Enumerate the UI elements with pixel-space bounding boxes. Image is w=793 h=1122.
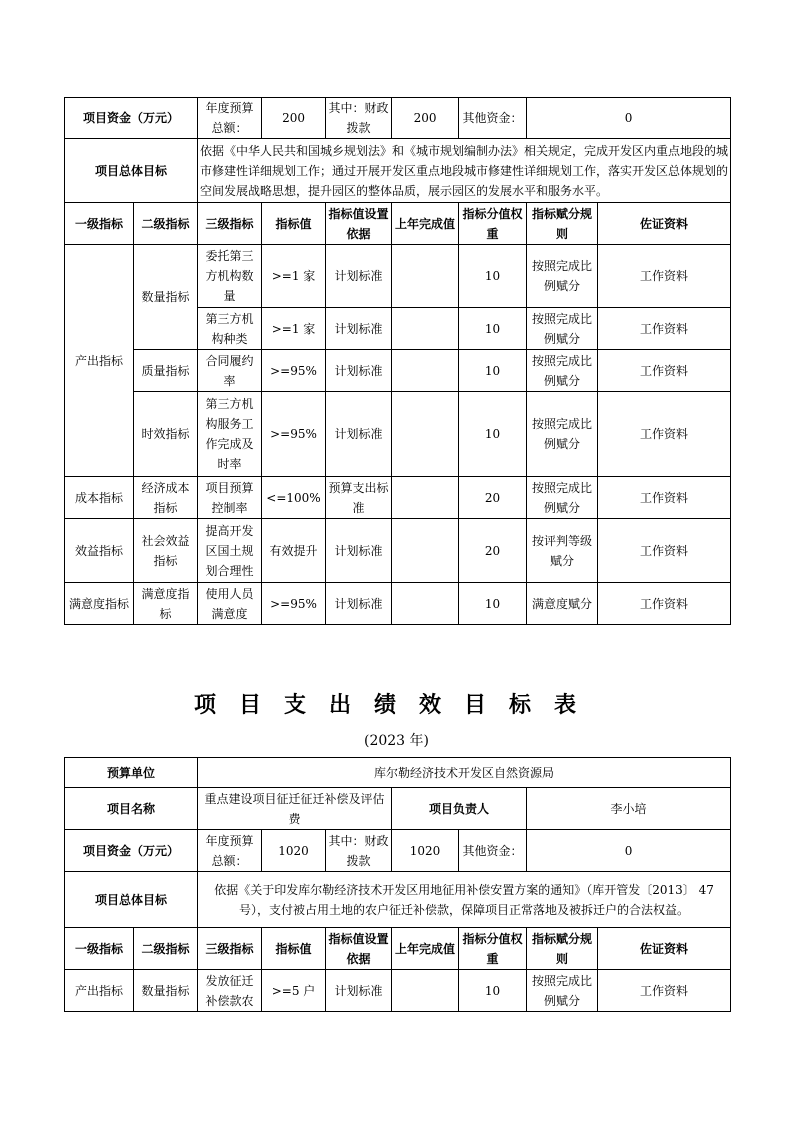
prev-year-cell [392,350,459,392]
header-basis: 指标值设置依据 [326,203,392,245]
table-row [65,392,731,477]
header-level2: 二级指标 [134,203,198,245]
goal-row [65,139,731,203]
level3-cell: 第三方机构服务工作完成及时率 [198,392,262,477]
header-row [65,928,731,970]
header-evidence: 佐证资料 [598,203,731,245]
table-row [65,970,731,1012]
value-cell: 有效提升 [262,519,326,583]
header-basis: 指标值设置依据 [326,928,392,970]
rule-cell: 按照完成比例赋分 [527,392,598,477]
rule-cell: 按照完成比例赋分 [527,308,598,350]
weight-cell: 10 [459,583,527,625]
level1-cell: 效益指标 [65,519,134,583]
fiscal-label: 其中：财政拨款 [326,98,392,139]
header-prev-year: 上年完成值 [392,203,459,245]
fiscal-value: 1020 [392,830,459,872]
evidence-cell: 工作资料 [598,477,731,519]
fiscal-label: 其中：财政拨款 [326,830,392,872]
prev-year-cell [392,392,459,477]
project-name-label: 项目名称 [65,788,198,830]
year-label: (2023 年) [363,733,429,749]
owner-value: 李小培 [527,788,731,830]
prev-year-cell [392,477,459,519]
goal-label: 项目总体目标 [65,872,198,928]
project-name-value: 重点建设项目征迁征迁补偿及评估费 [198,788,392,830]
evidence-cell: 工作资料 [598,245,731,308]
performance-table-1 [64,97,731,625]
annual-budget-value: 200 [262,98,326,139]
level2-cell: 时效指标 [134,392,198,477]
level2-cell: 数量指标 [134,245,198,350]
evidence-cell: 工作资料 [598,970,731,1012]
level2-cell: 经济成本指标 [134,477,198,519]
evidence-cell: 工作资料 [598,350,731,392]
funds-row [65,98,731,139]
other-funds-label: 其他资金： [459,830,527,872]
weight-cell: 20 [459,519,527,583]
funds-row [65,830,731,872]
annual-budget-label: 年度预算总额： [198,98,262,139]
goal-text: 依据《关于印发库尔勒经济技术开发区用地征用补偿安置方案的通知》（库开管发〔2013〕 47 号），支付被占用土地的农户征迁补偿款，保障项目正常落地及被拆迁户的合法权益。 [198,872,731,928]
basis-cell: 计划标准 [326,308,392,350]
rule-cell: 按照完成比例赋分 [527,970,598,1012]
level3-cell: 项目预算控制率 [198,477,262,519]
level3-cell: 使用人员满意度 [198,583,262,625]
funds-label: 项目资金（万元） [65,830,198,872]
evidence-cell: 工作资料 [598,392,731,477]
table-row [65,245,731,308]
goal-row [65,872,731,928]
header-level2: 二级指标 [134,928,198,970]
owner-label: 项目负责人 [392,788,527,830]
level3-cell: 提高开发区国土规划合理性 [198,519,262,583]
goal-text: 依据《中华人民共和国城乡规划法》和《城市规划编制办法》相关规定，完成开发区内重点地段的城市修建性详细规划工作；通过开展开发区重点地段城市修建性详细规划工作，落实开发区总体规划的空间发展战略思想，提升园区的整体品质，展示园区的发展水平和服务水平。 [198,139,731,203]
other-funds-value: 0 [527,98,731,139]
level2-cell: 社会效益指标 [134,519,198,583]
header-rule: 指标赋分规则 [527,203,598,245]
unit-label: 预算单位 [65,758,198,788]
header-level1: 一级指标 [65,203,134,245]
value-cell: >=95% [262,350,326,392]
level1-cell: 产出指标 [65,970,134,1012]
level3-cell: 发放征迁补偿款农 [198,970,262,1012]
level3-cell: 第三方机构种类 [198,308,262,350]
value-cell: >=1 家 [262,245,326,308]
unit-row [65,758,731,788]
value-cell: >=95% [262,583,326,625]
header-level1: 一级指标 [65,928,134,970]
prev-year-cell [392,970,459,1012]
prev-year-cell [392,519,459,583]
rule-cell: 按评判等级赋分 [527,519,598,583]
evidence-cell: 工作资料 [598,519,731,583]
header-weight: 指标分值权重 [459,928,527,970]
header-level3: 三级指标 [198,928,262,970]
header-evidence: 佐证资料 [598,928,731,970]
basis-cell: 计划标准 [326,970,392,1012]
header-value: 指标值 [262,928,326,970]
header-rule: 指标赋分规则 [527,928,598,970]
funds-label: 项目资金（万元） [65,98,198,139]
table-row [65,477,731,519]
performance-table-2 [64,757,731,1012]
level1-cell: 满意度指标 [65,583,134,625]
evidence-cell: 工作资料 [598,308,731,350]
page-title: 项目支出绩效目标表 [193,693,599,718]
evidence-cell: 工作资料 [598,583,731,625]
prev-year-cell [392,245,459,308]
value-cell: >=95% [262,392,326,477]
table-row [65,350,731,392]
level2-cell: 数量指标 [134,970,198,1012]
rule-cell: 按照完成比例赋分 [527,350,598,392]
level3-cell: 委托第三方机构数量 [198,245,262,308]
weight-cell: 20 [459,477,527,519]
weight-cell: 10 [459,970,527,1012]
header-value: 指标值 [262,203,326,245]
header-row [65,203,731,245]
rule-cell: 满意度赋分 [527,583,598,625]
goal-label: 项目总体目标 [65,139,198,203]
level3-cell: 合同履约率 [198,350,262,392]
prev-year-cell [392,583,459,625]
other-funds-value: 0 [527,830,731,872]
weight-cell: 10 [459,245,527,308]
level1-cell: 产出指标 [65,245,134,477]
basis-cell: 计划标准 [326,519,392,583]
header-prev-year: 上年完成值 [392,928,459,970]
weight-cell: 10 [459,392,527,477]
annual-budget-value: 1020 [262,830,326,872]
prev-year-cell [392,308,459,350]
level1-cell: 成本指标 [65,477,134,519]
other-funds-label: 其他资金： [459,98,527,139]
level2-cell: 满意度指标 [134,583,198,625]
level2-cell: 质量指标 [134,350,198,392]
rule-cell: 按照完成比例赋分 [527,245,598,308]
basis-cell: 计划标准 [326,583,392,625]
project-name-row [65,788,731,830]
table-row [65,583,731,625]
header-weight: 指标分值权重 [459,203,527,245]
annual-budget-label: 年度预算总额： [198,830,262,872]
basis-cell: 计划标准 [326,245,392,308]
rule-cell: 按照完成比例赋分 [527,477,598,519]
basis-cell: 计划标准 [326,392,392,477]
value-cell: >=1 家 [262,308,326,350]
basis-cell: 预算支出标准 [326,477,392,519]
value-cell: >=5 户 [262,970,326,1012]
weight-cell: 10 [459,350,527,392]
unit-value: 库尔勒经济技术开发区自然资源局 [198,758,731,788]
table-row [65,519,731,583]
basis-cell: 计划标准 [326,350,392,392]
fiscal-value: 200 [392,98,459,139]
header-level3: 三级指标 [198,203,262,245]
value-cell: <=100% [262,477,326,519]
weight-cell: 10 [459,308,527,350]
